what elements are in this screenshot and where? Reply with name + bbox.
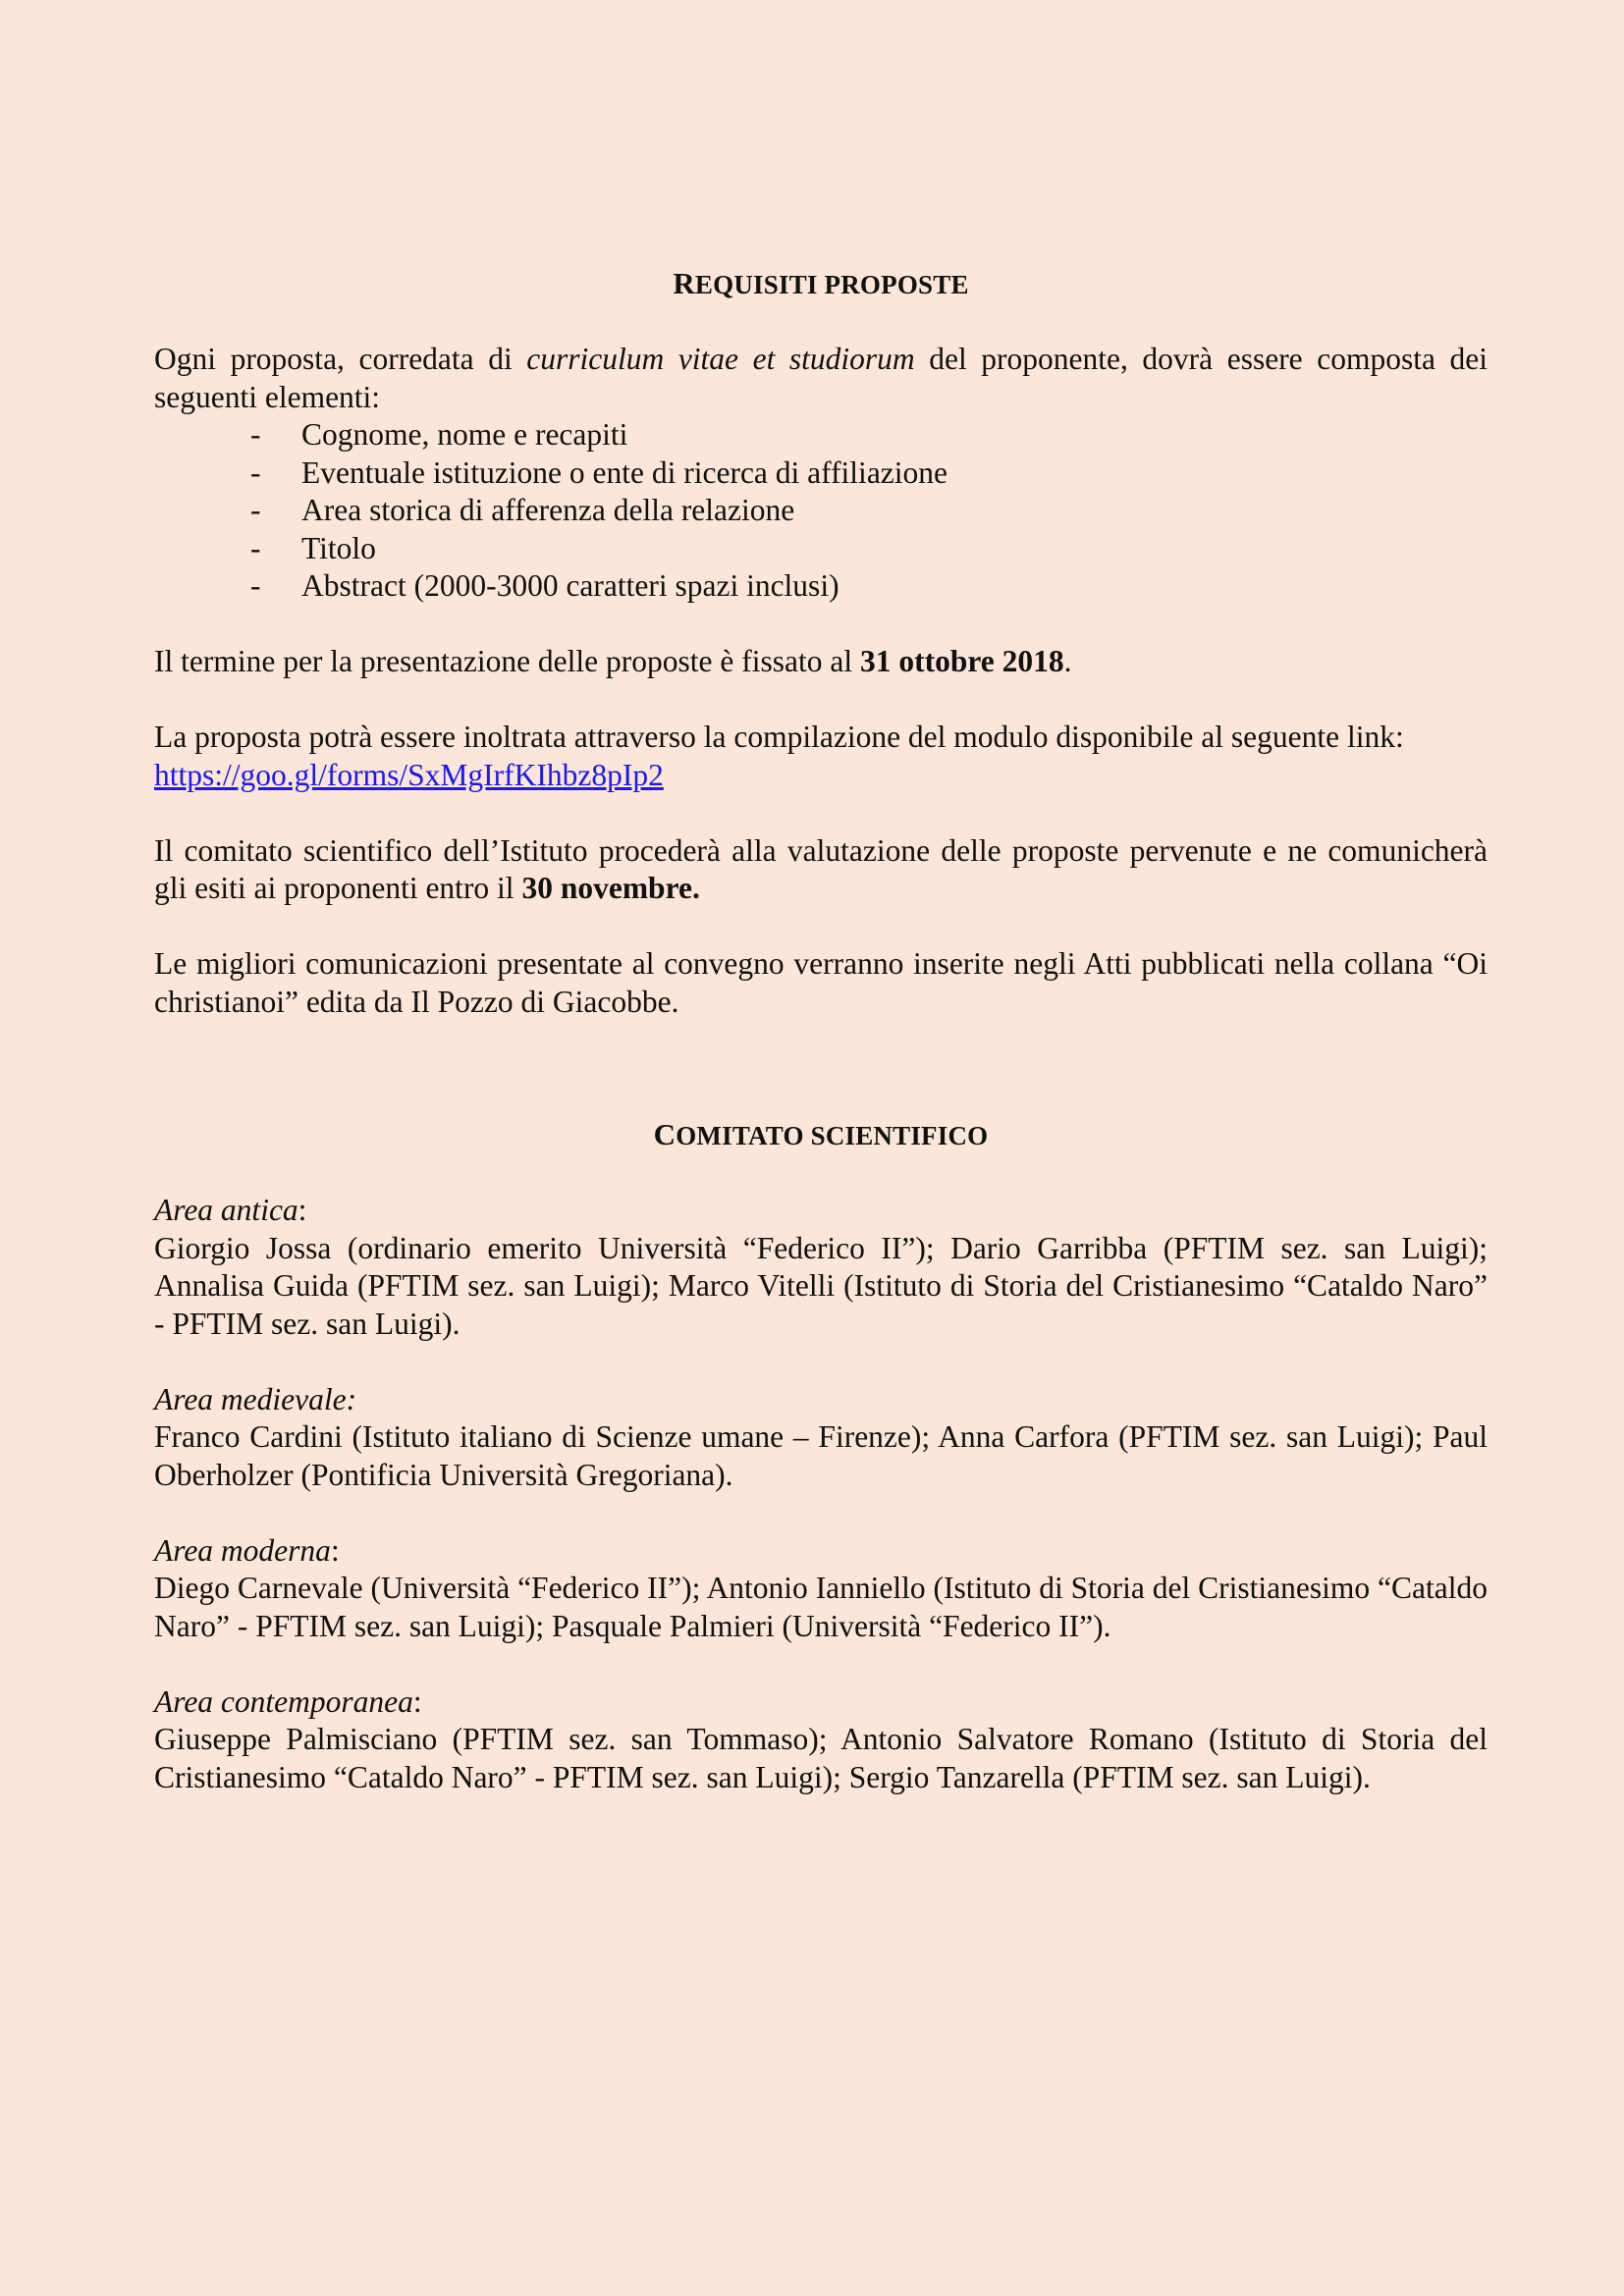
area-heading [154,1381,1488,1419]
bullet-dash: - [250,417,261,452]
area-block-moderna [154,1532,1488,1646]
intro-text-after: del proponente, dovrà essere composta dei seguenti elementi: [154,342,1488,414]
evaluation-date: 30 novembre. [521,871,700,905]
intro-paragraph [154,341,1488,416]
list-item-text: Eventuale istituzione o ente di ricerca di affiliazione [301,454,948,490]
list-item [154,416,1488,454]
area-members: Giorgio Jossa (ordinario emerito Università “Federico II”); Dario Garribba (PFTIM sez. san Luigi); Annalisa Guida (PFTIM sez. san Luigi); Marco Vitelli (Istituto di Storia del Cristianesimo “Cataldo Naro” - PFTIM sez. san Luigi). [154,1230,1488,1341]
requisiti-heading-rest: EQUISITI PROPOSTE [694,270,969,299]
deadline-text: Il termine per la presentazione delle proposte è fissato al [154,644,860,678]
spacer [154,794,1488,832]
form-link[interactable]: https://goo.gl/forms/SxMgIrfKIhbz8pIp2 [154,757,664,792]
area-heading [154,1532,1488,1571]
area-label-suffix: : [330,1532,340,1568]
list-item-text: Titolo [301,530,376,565]
area-label-suffix: : [298,1193,307,1227]
area-label: Area contemporanea [154,1683,413,1719]
list-item [154,454,1488,493]
area-members: Franco Cardini (Istituto italiano di Scienze umane – Firenze); Anna Carfora (PFTIM sez. san Luigi); Paul Oberholzer (Pontificia Università Gregoriana). [154,1419,1488,1492]
list-item [154,567,1488,606]
list-item-text: Area storica di afferenza della relazione [301,493,795,527]
evaluation-paragraph [154,832,1488,908]
bullet-dash: - [250,568,261,603]
area-block-antica [154,1192,1488,1343]
spacer [154,303,1488,341]
intro-italic: curriculum vitae et studiorum [526,342,915,376]
spacer [154,1154,1488,1193]
requirements-list [154,416,1488,606]
list-item-text: Abstract (2000-3000 caratteri spazi inclusi) [301,568,839,603]
deadline-date: 31 ottobre 2018 [859,644,1064,678]
bullet-dash: - [250,530,261,565]
submit-paragraph [154,719,1488,794]
intro-text-before: Ogni proposta, corredata di [154,342,527,376]
area-label: Area medievale: [154,1381,357,1416]
area-label-suffix: : [412,1683,422,1719]
list-item [154,530,1488,568]
comitato-heading-initial: C [653,1116,677,1151]
area-block-medievale [154,1381,1488,1495]
deadline-paragraph [154,643,1488,681]
deadline-period: . [1063,644,1072,678]
spacer [154,1059,1488,1116]
list-item-text: Cognome, nome e recapiti [301,417,628,452]
submit-text: La proposta potrà essere inoltrata attraverso la compilazione del modulo disponibile al seguente link: [154,720,1404,754]
area-label: Area moderna [154,1532,331,1568]
comitato-heading [154,1116,1488,1154]
spacer [154,1645,1488,1683]
bullet-dash: - [250,454,261,490]
spacer [154,908,1488,946]
area-label: Area antica [154,1193,298,1227]
area-block-contemporanea [154,1683,1488,1797]
spacer [154,1021,1488,1059]
spacer [154,681,1488,720]
spacer [154,1494,1488,1532]
evaluation-text: Il comitato scientifico dell’Istituto procederà alla valutazione delle proposte pervenute e ne comunicherà gli esiti ai proponenti entro il [154,832,1488,905]
area-members: Diego Carnevale (Università “Federico II”); Antonio Ianniello (Istituto di Storia del Cristianesimo “Cataldo Naro” - PFTIM sez. san Luigi); Pasquale Palmieri (Università “Federico II”). [154,1571,1488,1643]
comitato-heading-rest: OMITATO SCIENTIFICO [676,1120,989,1150]
requisiti-heading [154,265,1488,303]
publication-paragraph: Le migliori comunicazioni presentate al convegno verranno inserite negli Atti pubblicati nella collana “Oi christianoi” edita da Il Pozzo di Giacobbe. [154,946,1488,1019]
spacer [154,606,1488,644]
requisiti-heading-initial: R [673,266,695,300]
area-heading [154,1683,1488,1722]
spacer [154,1343,1488,1381]
list-item [154,492,1488,530]
area-members: Giuseppe Palmisciano (PFTIM sez. san Tommaso); Antonio Salvatore Romano (Istituto di Storia del Cristianesimo “Cataldo Naro” - PFTIM sez. san Luigi); Sergio Tanzarella (PFTIM sez. san Luigi). [154,1722,1488,1794]
document-page [154,265,1488,1796]
area-heading [154,1192,1488,1230]
bullet-dash: - [250,493,261,527]
